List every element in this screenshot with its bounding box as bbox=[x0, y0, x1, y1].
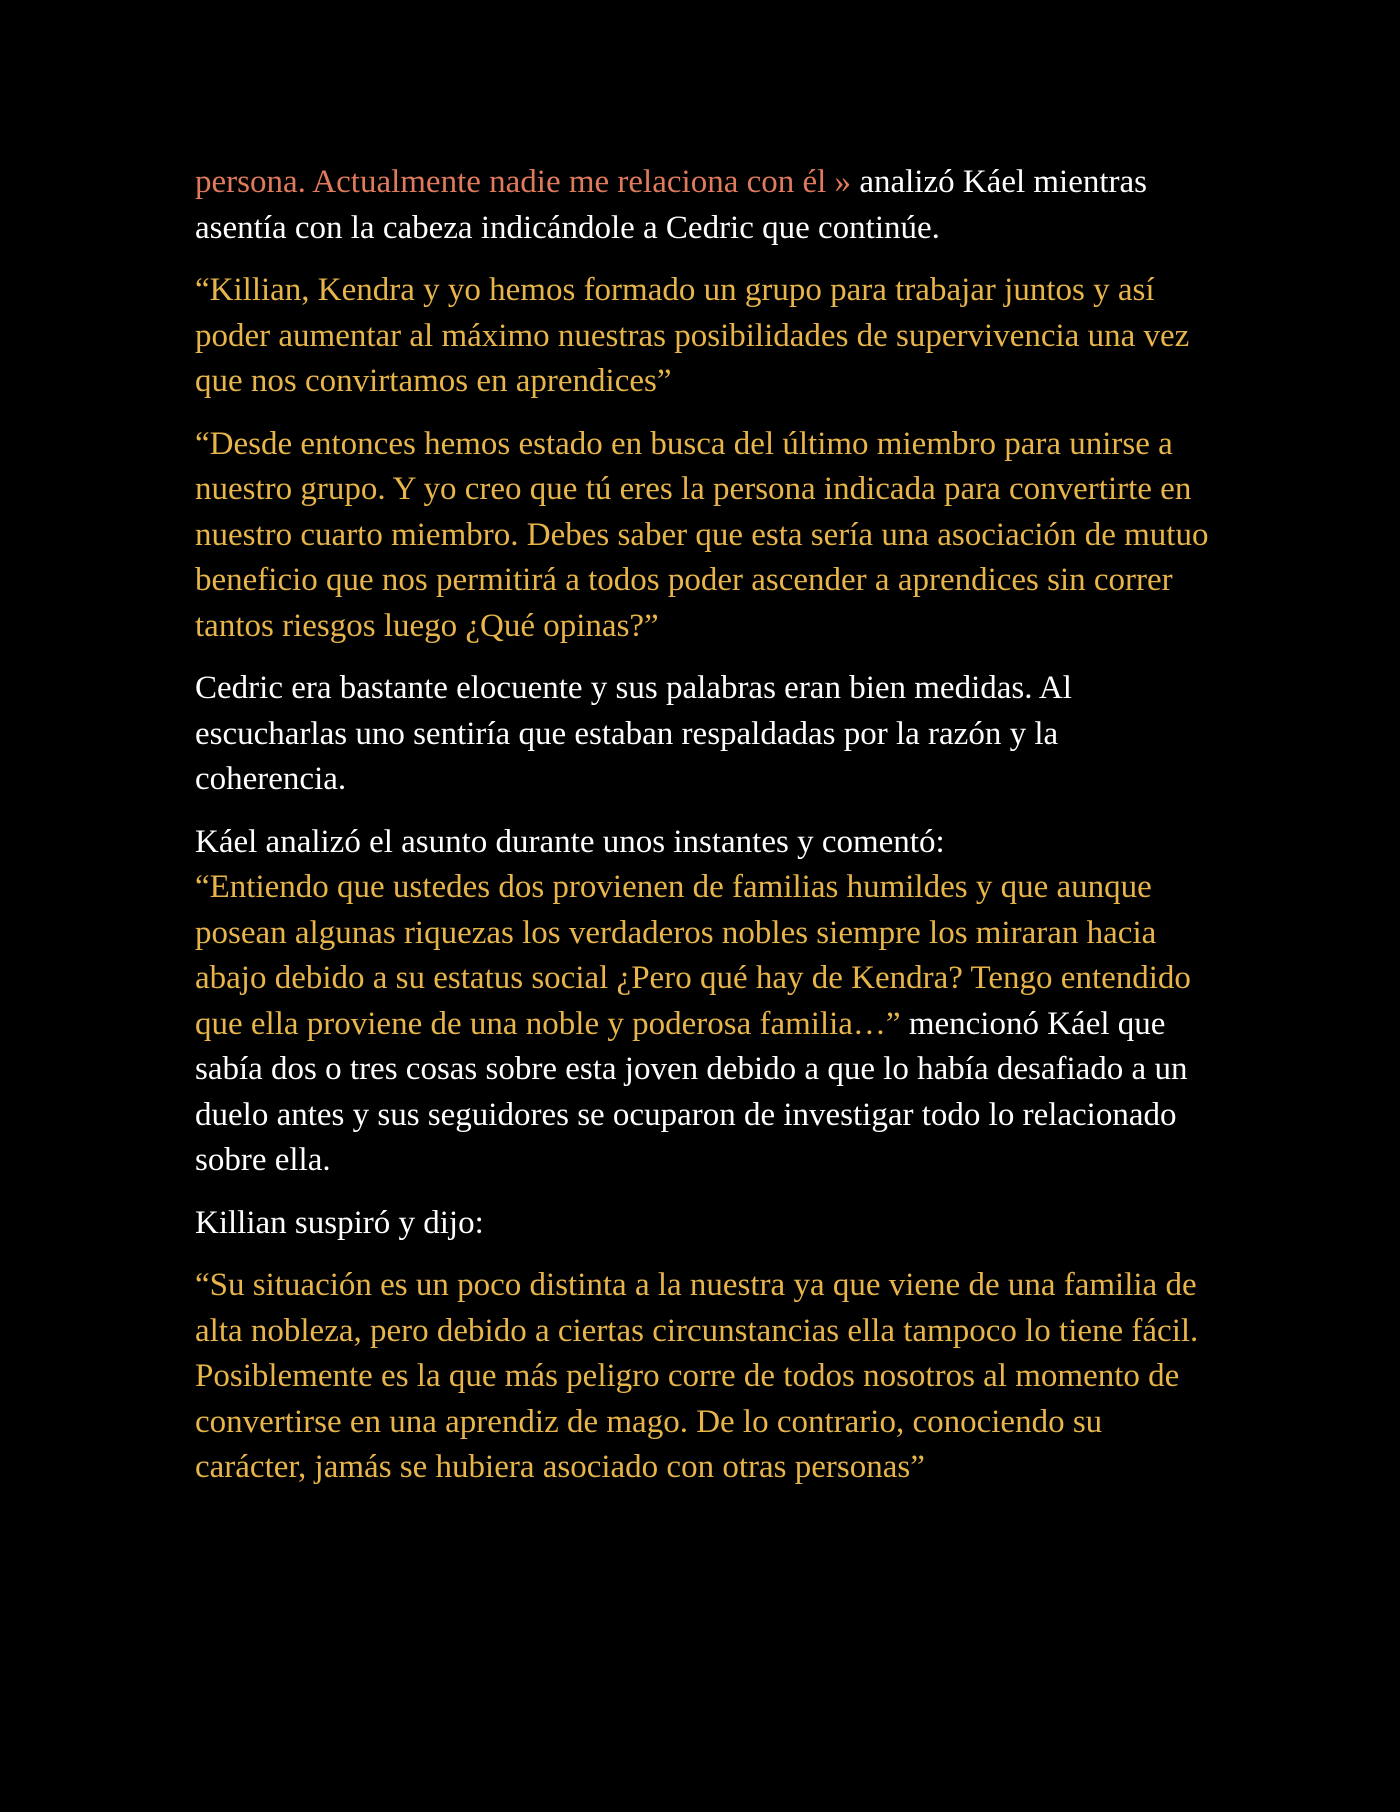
paragraph-2 bbox=[195, 268, 1215, 405]
document-page bbox=[195, 160, 1215, 1508]
narration-text: Killian suspiró y dijo: bbox=[195, 1204, 484, 1241]
narration-intro-text: Káel analizó el asunto durante unos instantes y comentó: bbox=[195, 823, 945, 860]
dialogue-text: “Su situación es un poco distinta a la nuestra ya que viene de una familia de alta nobleza, pero debido a ciertas circunstancias ella tampoco lo tiene fácil. Posiblemente es la que más peligro corre de todos nosotros al momento de convertirse en una aprendiz de mago. De lo contrario, conociendo su carácter, jamás se hubiera asociado con otras personas” bbox=[195, 1267, 1199, 1485]
paragraph-4 bbox=[195, 666, 1215, 803]
narration-text: analizó Káel mientras asentía con la cabeza indicándole a Cedric que continúe. bbox=[195, 164, 1148, 246]
dialogue-text: “Desde entonces hemos estado en busca del último miembro para unirse a nuestro grupo. Y yo creo que tú eres la persona indicada para convertirte en nuestro cuarto miembro. Debes saber que esta sería una asociación de mutuo beneficio que nos permitirá a todos poder ascender a aprendices sin correr tantos riesgos luego ¿Qué opinas?” bbox=[195, 425, 1209, 644]
paragraph-7 bbox=[195, 1263, 1215, 1491]
narration-text: mencionó Káel que sabía dos o tres cosas sobre esta joven debido a que lo había desafiado a un duelo antes y sus seguidores se ocuparon de investigar todo lo relacionado sobre ella. bbox=[195, 1005, 1188, 1178]
paragraph-3 bbox=[195, 422, 1215, 650]
dialogue-text: “Entiendo que ustedes dos provienen de familias humildes y que aunque posean algunas riquezas los verdaderos nobles siempre los miraran hacia abajo debido a su estatus social ¿Pero qué hay de Kendra? Tengo entendido que ella proviene de una noble y poderosa familia…” bbox=[195, 869, 1191, 1042]
dialogue-text: “Killian, Kendra y yo hemos formado un grupo para trabajar juntos y así poder aumentar al máximo nuestras posibilidades de supervivencia una vez que nos convirtamos en aprendices” bbox=[195, 272, 1190, 399]
paragraph-1 bbox=[195, 160, 1215, 251]
narration-text: Cedric era bastante elocuente y sus palabras eran bien medidas. Al escucharlas uno sentiría que estaban respaldadas por la razón y la coherencia. bbox=[195, 670, 1072, 797]
paragraph-5 bbox=[195, 820, 1215, 1184]
paragraph-6 bbox=[195, 1201, 1215, 1247]
inner-thought-text: persona. Actualmente nadie me relaciona con él » bbox=[195, 164, 852, 200]
